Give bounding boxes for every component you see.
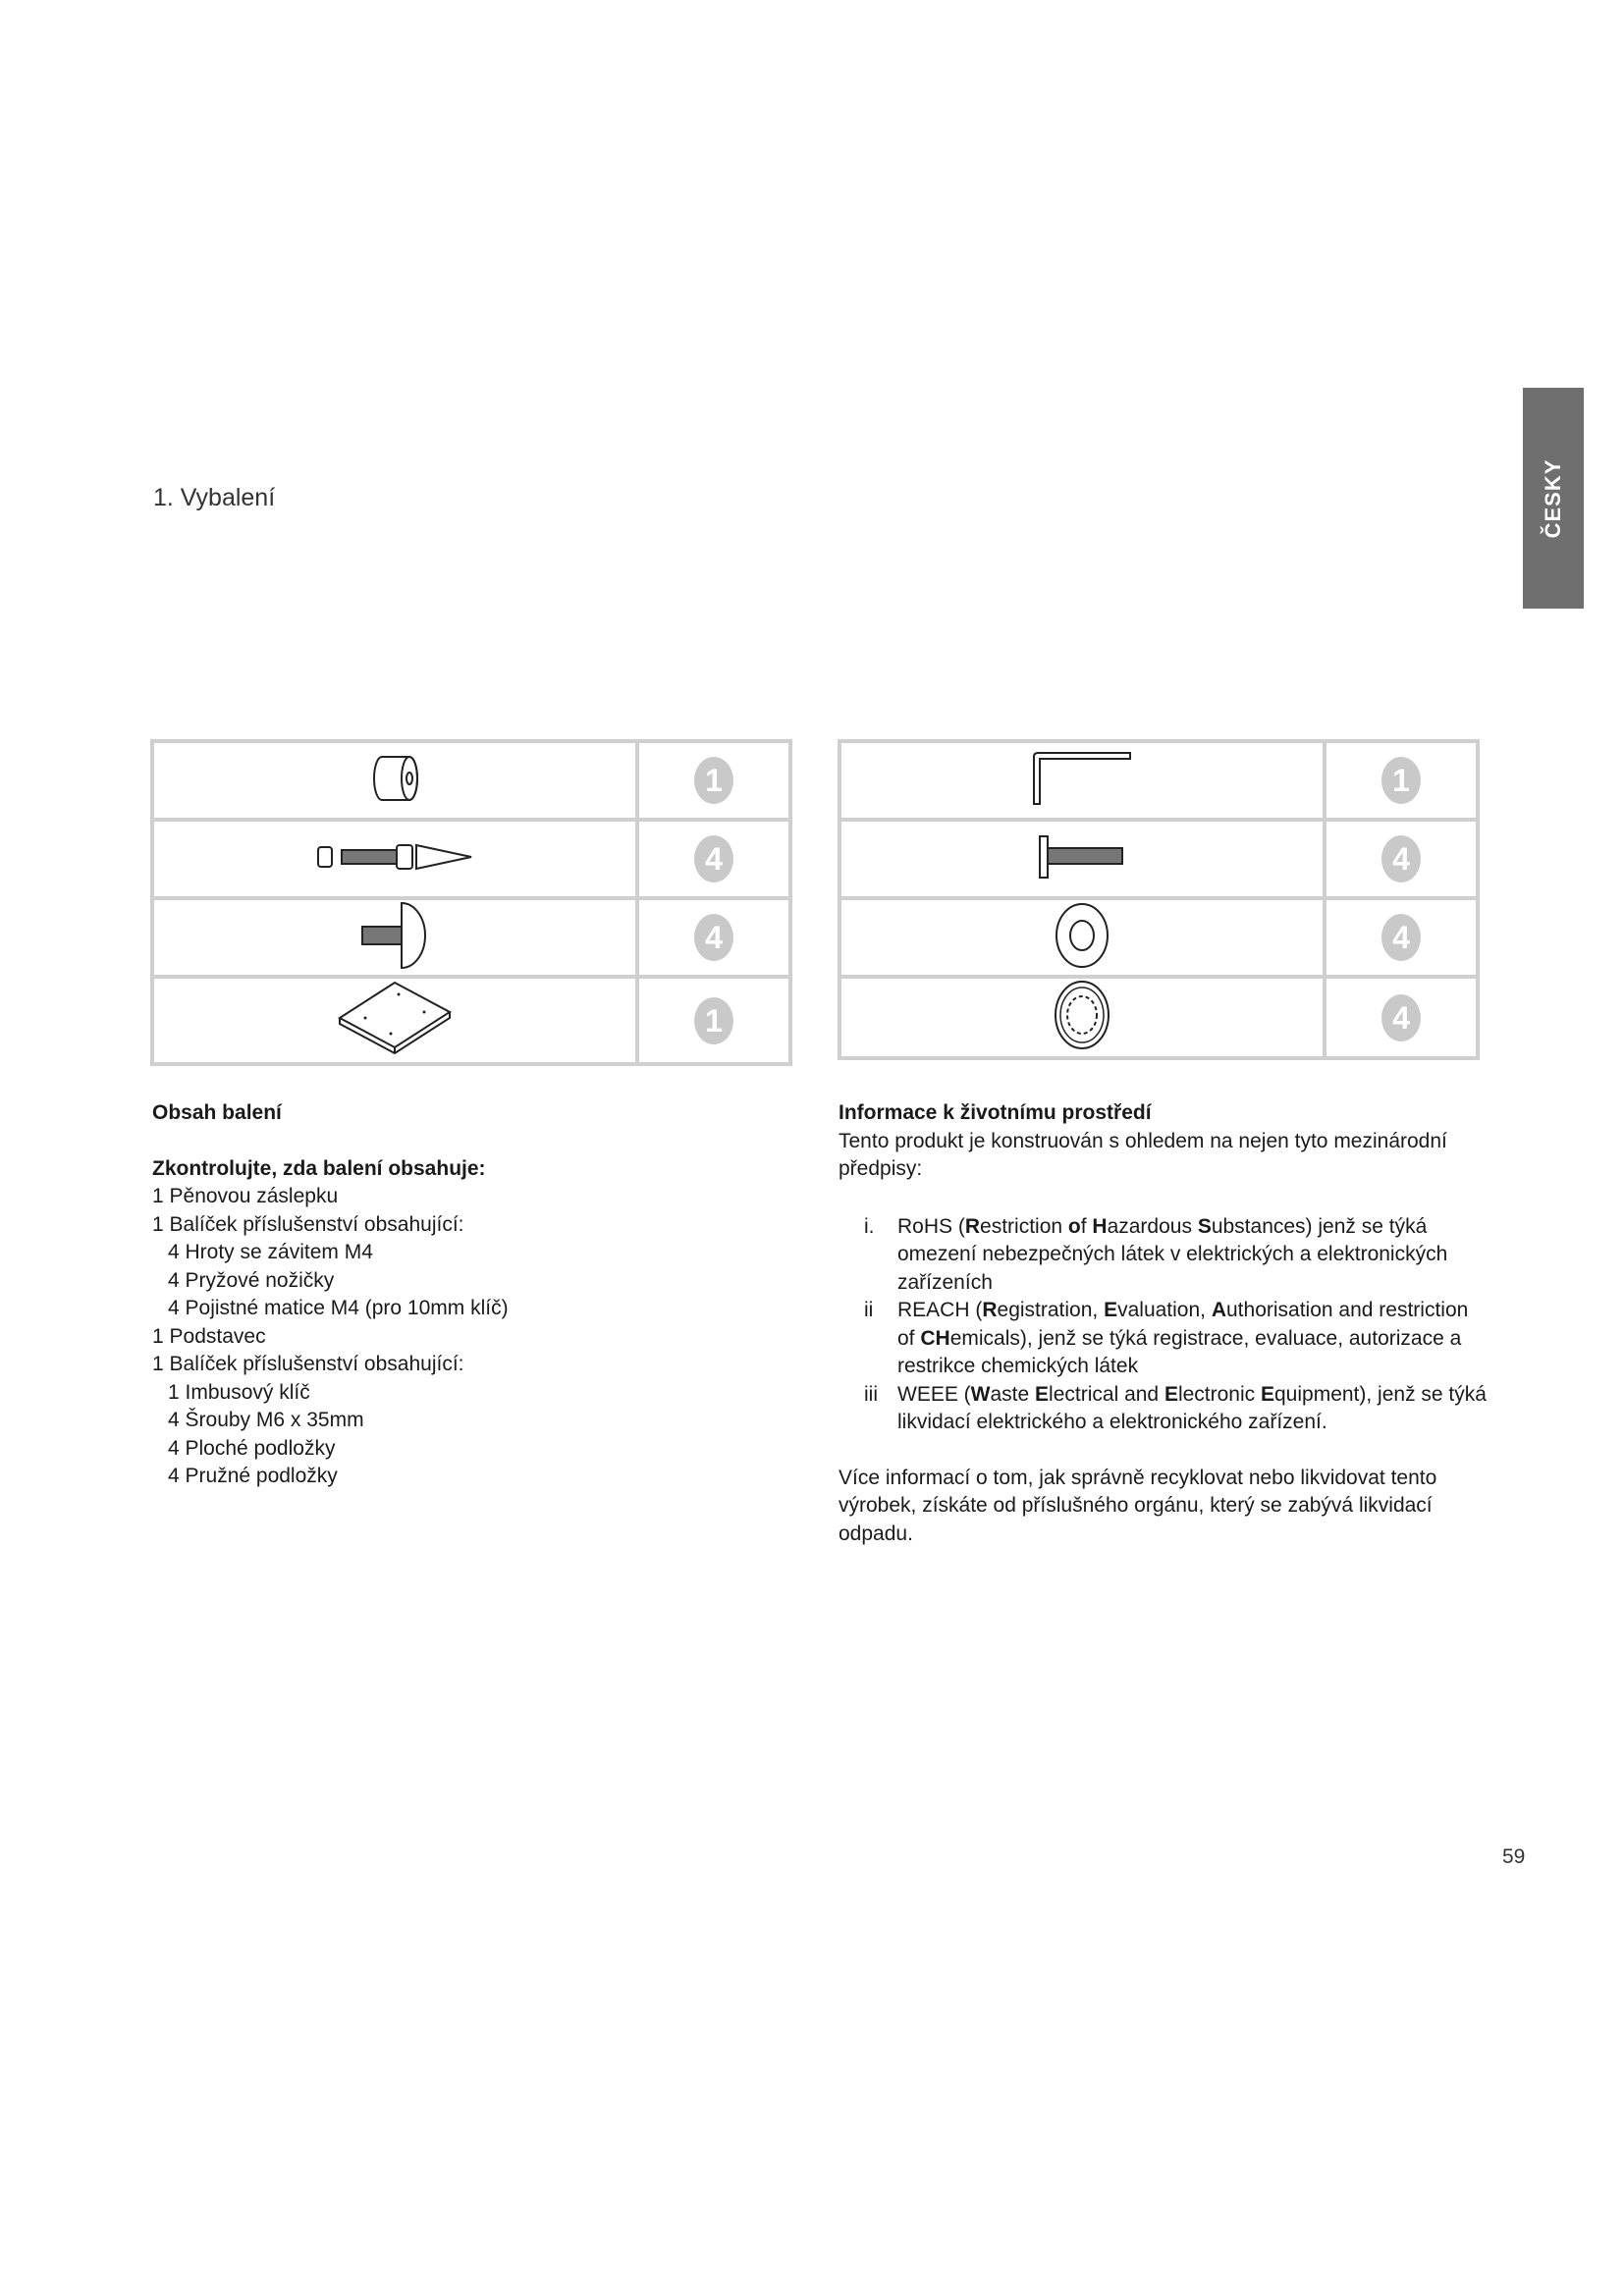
quantity-badge: 1 [694, 757, 733, 804]
language-tab [1523, 388, 1584, 609]
list-item: 1 Balíček příslušenství obsahující: [152, 1353, 464, 1375]
regulation-text: f [1080, 1214, 1093, 1238]
environment-info [839, 1099, 1487, 1548]
parts-table-left [150, 739, 792, 1066]
regulation-text: REACH ( [897, 1299, 983, 1321]
environment-outro: Více informací o tom, jak správně recyklovat nebo likvidovat tento výrobek, získáte od příslušného orgánu, který se zabývá likvidací odpadu. [839, 1466, 1437, 1545]
regulation-text: estriction [980, 1214, 1068, 1238]
table-row [839, 741, 1478, 820]
flat-washer-icon [839, 898, 1325, 977]
list-item: 4 Ploché podložky [168, 1436, 336, 1460]
list-item: 4 Pryžové nožičky [168, 1268, 335, 1292]
table-row [152, 820, 790, 898]
section-title: 1. Vybalení [153, 484, 276, 511]
acronym-letter: o [1067, 1214, 1081, 1238]
contents-title: Obsah balení [152, 1101, 282, 1124]
quantity-badge: 4 [694, 835, 733, 882]
acronym-letter: CH [920, 1326, 950, 1350]
acronym-letter: W [970, 1382, 991, 1406]
bolt-icon [839, 820, 1325, 898]
acronym-letter: A [1211, 1299, 1226, 1321]
quantity-badge: 4 [1381, 914, 1421, 961]
list-item: 4 Pružné podložky [168, 1465, 338, 1487]
regulation-text: aste [990, 1382, 1036, 1406]
list-item: 1 Balíček příslušenství obsahující: [152, 1212, 464, 1236]
list-item: 1 Imbusový klíč [168, 1380, 310, 1404]
contents-subtitle: Zkontrolujte, zda balení obsahuje: [152, 1156, 486, 1180]
list-marker: iii [864, 1382, 878, 1406]
spring-washer-icon [839, 977, 1325, 1058]
quantity-badge: 4 [694, 914, 733, 961]
list-marker: i. [864, 1214, 875, 1238]
foam-plug-icon [152, 741, 637, 820]
regulation-text: egistration, [997, 1299, 1105, 1321]
base-plate-icon [152, 977, 637, 1064]
quantity-badge: 1 [694, 997, 733, 1044]
language-tab-label: ČESKY [1541, 458, 1565, 538]
acronym-letter: E [1164, 1382, 1178, 1406]
parts-table-right [838, 739, 1480, 1060]
regulation-text: valuation, [1117, 1299, 1212, 1321]
list-item: 4 Šrouby M6 x 35mm [168, 1409, 364, 1431]
acronym-letter: E [1104, 1299, 1118, 1321]
table-row [152, 977, 790, 1064]
acronym-letter: H [1092, 1214, 1108, 1238]
package-contents [152, 1099, 781, 1491]
acronym-letter: R [964, 1214, 981, 1238]
environment-intro: Tento produkt je konstruován s ohledem na nejen tyto mezinárodní předpisy: [839, 1129, 1447, 1180]
regulation-text: lectrical and [1049, 1382, 1164, 1406]
regulation-text: ubstances) jenž se týká omezení nebezpečných látek v elektrických a elektronických zařízeních [897, 1214, 1448, 1294]
page-number: 59 [1502, 1845, 1526, 1868]
acronym-letter: E [1035, 1382, 1050, 1406]
regulation-text: quipment), jenž se týká likvidací elektrického a elektronického zařízení. [897, 1382, 1487, 1433]
acronym-letter: E [1260, 1382, 1274, 1406]
list-item: 4 Pojistné matice M4 (pro 10mm klíč) [168, 1297, 509, 1319]
acronym-letter: S [1197, 1214, 1212, 1238]
environment-title: Informace k životnímu prostředí [839, 1101, 1152, 1124]
regulation-text: lectronic [1177, 1382, 1261, 1406]
quantity-badge: 1 [1381, 757, 1421, 804]
table-row [839, 977, 1478, 1058]
regulation-item [839, 1297, 1487, 1381]
threaded-spike-icon [152, 820, 637, 898]
rubber-foot-icon [152, 898, 637, 977]
regulation-text: azardous [1107, 1214, 1198, 1238]
list-marker: ii [864, 1299, 874, 1321]
list-item: 1 Podstavec [152, 1324, 266, 1348]
quantity-badge: 4 [1381, 835, 1421, 882]
regulation-item [839, 1213, 1487, 1298]
list-item: 1 Pěnovou záslepku [152, 1185, 339, 1207]
regulation-item [839, 1381, 1487, 1437]
acronym-letter: R [982, 1299, 998, 1321]
list-item: 4 Hroty se závitem M4 [168, 1241, 373, 1263]
regulation-text: emicals), jenž se týká registrace, evaluace, autorizace a restrikce chemických látek [897, 1326, 1462, 1377]
table-row [152, 741, 790, 820]
regulation-text: RoHS ( [897, 1214, 965, 1238]
regulation-text: uthorisation and restriction of [897, 1299, 1469, 1350]
quantity-badge: 4 [1381, 994, 1421, 1041]
regulation-text: WEEE ( [897, 1382, 971, 1406]
allen-key-icon [839, 741, 1325, 820]
table-row [839, 820, 1478, 898]
table-row [839, 898, 1478, 977]
table-row [152, 898, 790, 977]
